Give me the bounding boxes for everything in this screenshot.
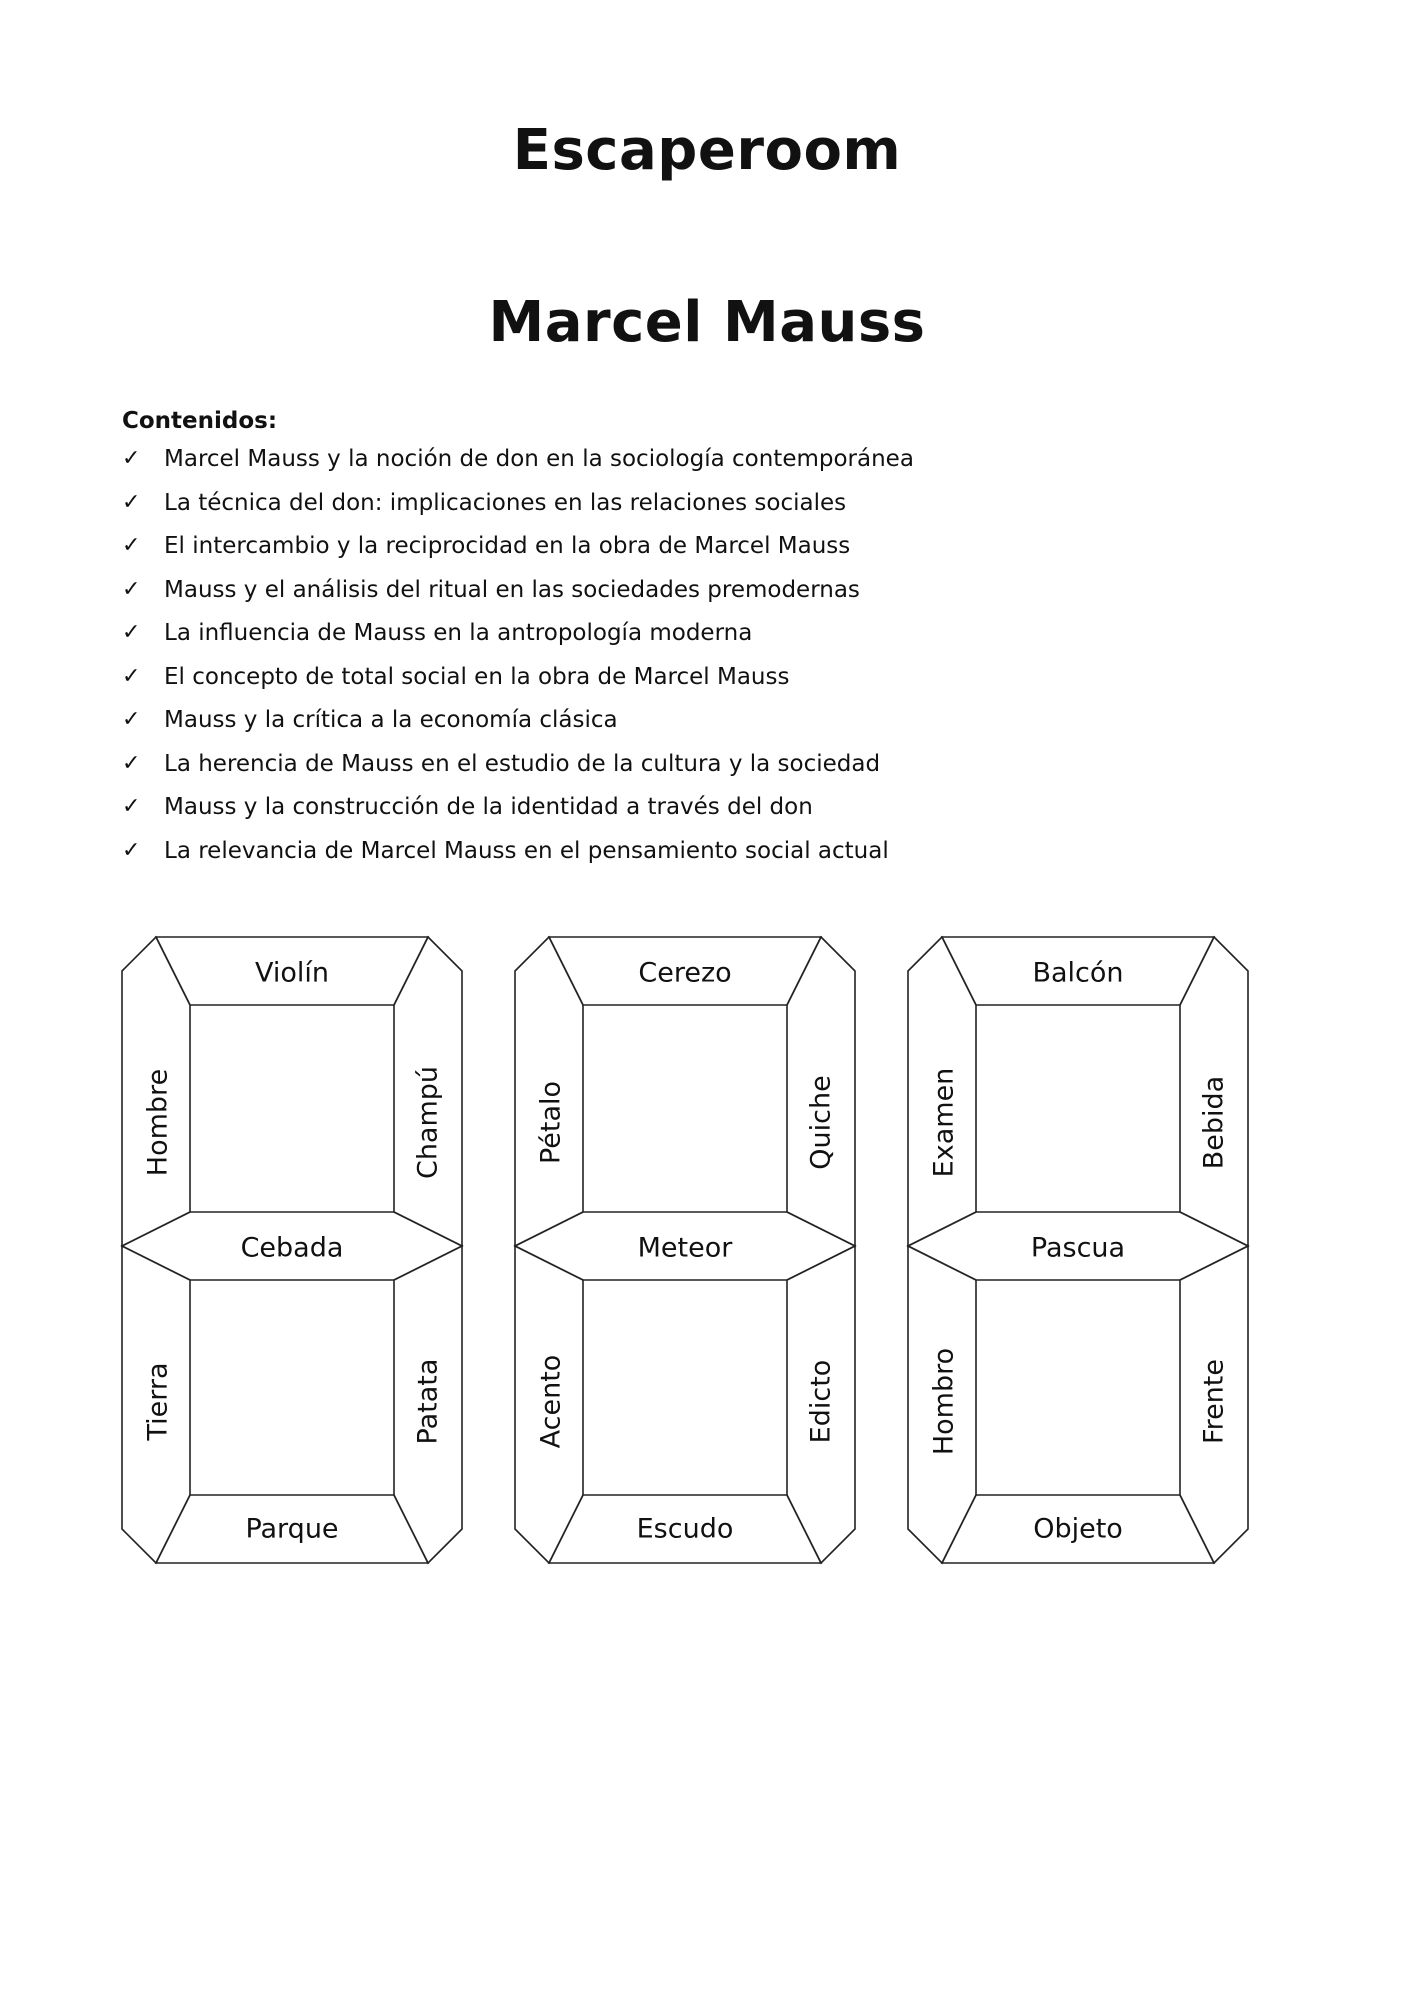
segment-label-upper-right: Bebida [1198,1075,1230,1170]
list-item-text: El intercambio y la reciprocidad en la obra de Marcel Mauss [164,533,851,559]
page-subtitle: Marcel Mauss [488,290,926,355]
segment-label-upper-left: Hombre [142,1068,174,1177]
checkmark-icon: ✓ [122,533,141,558]
checkmark-icon: ✓ [122,794,141,819]
segment-label-top: Balcón [1032,957,1124,989]
list-item-text: La técnica del don: implicaciones en las relaciones sociales [164,489,847,516]
segment-label-middle: Pascua [1030,1232,1126,1264]
list-item-text: La influencia de Mauss en la antropología moderna [164,620,753,646]
segment-label-top: Violín [254,957,330,989]
list-item-text: La relevancia de Marcel Mauss en el pensamiento social actual [164,837,889,864]
contents-heading: Contenidos: [122,408,278,434]
segment-label-bottom: Escudo [636,1513,734,1545]
page-title: Escaperoom [512,118,902,183]
segment-label-lower-right: Edicto [805,1359,837,1444]
checkmark-icon: ✓ [122,446,141,471]
segment-label-upper-right: Champú [412,1065,444,1180]
segment-label-upper-left: Examen [928,1067,960,1178]
segment-label-upper-left: Pétalo [535,1080,567,1165]
segment-label-lower-left: Acento [535,1354,567,1449]
segment-label-lower-left: Tierra [142,1362,174,1441]
checkmark-icon: ✓ [122,489,141,515]
segment-label-middle: Cebada [240,1232,344,1264]
list-item-text: Marcel Mauss y la noción de don en la sociología contemporánea [164,446,914,472]
checkmark-icon: ✓ [122,663,141,689]
list-item-text: La herencia de Mauss en el estudio de la cultura y la sociedad [164,750,881,777]
segment-label-bottom: Parque [245,1513,339,1545]
segment-label-middle: Meteor [637,1232,733,1264]
checkmark-icon: ✓ [122,837,141,863]
segment-label-bottom: Objeto [1033,1513,1123,1545]
segment-label-top: Cerezo [638,957,732,989]
checkmark-icon: ✓ [122,620,141,645]
list-item-text: El concepto de total social en la obra de Marcel Mauss [164,663,790,690]
segment-label-lower-left: Hombro [928,1347,960,1456]
list-item-text: Mauss y la crítica a la economía clásica [164,707,618,733]
list-item-text: Mauss y la construcción de la identidad a través del don [164,794,813,820]
segment-label-lower-right: Frente [1198,1359,1230,1444]
checkmark-icon: ✓ [122,707,141,732]
segment-label-lower-right: Patata [412,1358,444,1445]
segment-label-upper-right: Quiche [805,1075,837,1170]
list-item-text: Mauss y el análisis del ritual en las sociedades premodernas [164,576,860,603]
checkmark-icon: ✓ [122,576,141,602]
checkmark-icon: ✓ [122,750,141,776]
